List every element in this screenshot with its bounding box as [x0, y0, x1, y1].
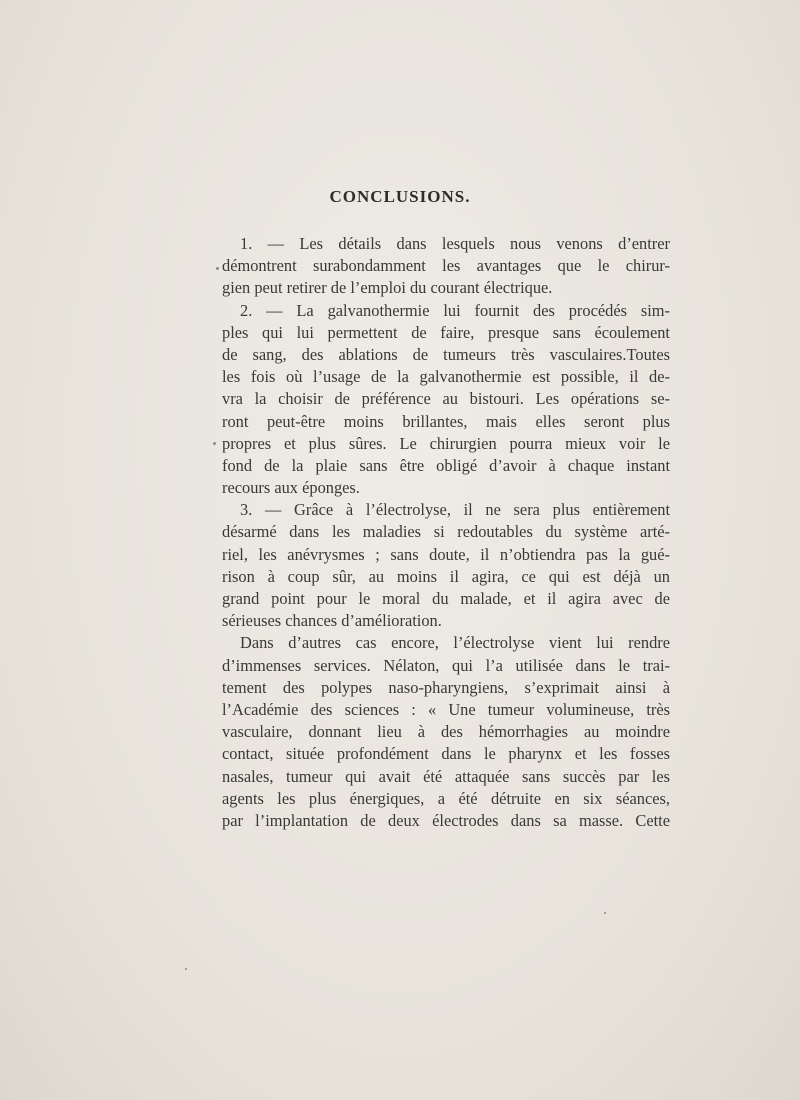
text-line: nasales, tumeur qui avait été attaquée sans succès par les	[222, 766, 670, 786]
text-line: tement des polypes naso-pharyngiens, s’exprimait ainsi à	[222, 677, 670, 697]
text-line: l’Académie des sciences : « Une tumeur volumineuse, très	[222, 699, 670, 719]
page-title: CONCLUSIONS.	[329, 187, 471, 206]
text-line: ples qui lui permettent de faire, presque sans écoulement	[222, 322, 670, 342]
text-line: 3. — Grâce à l’électrolyse, il ne sera plus entièrement	[240, 500, 670, 520]
text-line: propres et plus sûres. Le chirurgien pourra mieux voir le	[222, 433, 670, 453]
text-line: fond de la plaie sans être obligé d’avoir à chaque instant	[222, 455, 670, 475]
ink-speck	[216, 267, 219, 270]
body-text	[222, 233, 670, 832]
text-line: les fois où l’usage de la galvanothermie est possible, il de-	[222, 367, 670, 387]
text-line: désarmé dans les maladies si redoutables du système arté-	[222, 522, 670, 542]
text-line: ront peut-être moins brillantes, mais elles seront plus	[222, 411, 670, 431]
text-line: rison à coup sûr, au moins il agira, ce qui est déjà un	[222, 566, 670, 586]
text-line: 2. — La galvanothermie lui fournit des procédés sim-	[240, 300, 670, 320]
text-line: démontrent surabondamment les avantages que le chirur-	[222, 256, 670, 276]
text-line: sérieuses chances d’amélioration.	[222, 611, 442, 631]
text-line: recours aux éponges.	[222, 478, 360, 498]
text-line: grand point pour le moral du malade, et il agira avec de	[222, 589, 670, 608]
text-line: de sang, des ablations de tumeurs très vasculaires.Toutes	[222, 344, 670, 364]
text-line: riel, les anévrysmes ; sans doute, il n’obtiendra pas la gué-	[222, 544, 670, 564]
text-line: contact, située profondément dans le pharynx et les fosses	[222, 744, 670, 764]
text-line: par l’implantation de deux électrodes dans sa masse. Cette	[222, 810, 670, 830]
text-line: gien peut retirer de l’emploi du courant électrique.	[222, 278, 553, 298]
ink-speck	[185, 968, 187, 970]
ink-speck	[213, 442, 216, 445]
text-line: d’immenses services. Nélaton, qui l’a utilisée dans le trai-	[222, 655, 670, 675]
text-line: agents les plus énergiques, a été détruite en six séances,	[222, 788, 670, 808]
text-line: vra la choisir de préférence au bistouri. Les opérations se-	[222, 389, 670, 409]
text-line: 1. — Les détails dans lesquels nous venons d’entrer	[240, 234, 670, 253]
text-line: Dans d’autres cas encore, l’électrolyse vient lui rendre	[240, 633, 670, 653]
text-line: vasculaire, donnant lieu à des hémorrhagies au moindre	[222, 722, 670, 742]
ink-speck	[604, 912, 606, 914]
